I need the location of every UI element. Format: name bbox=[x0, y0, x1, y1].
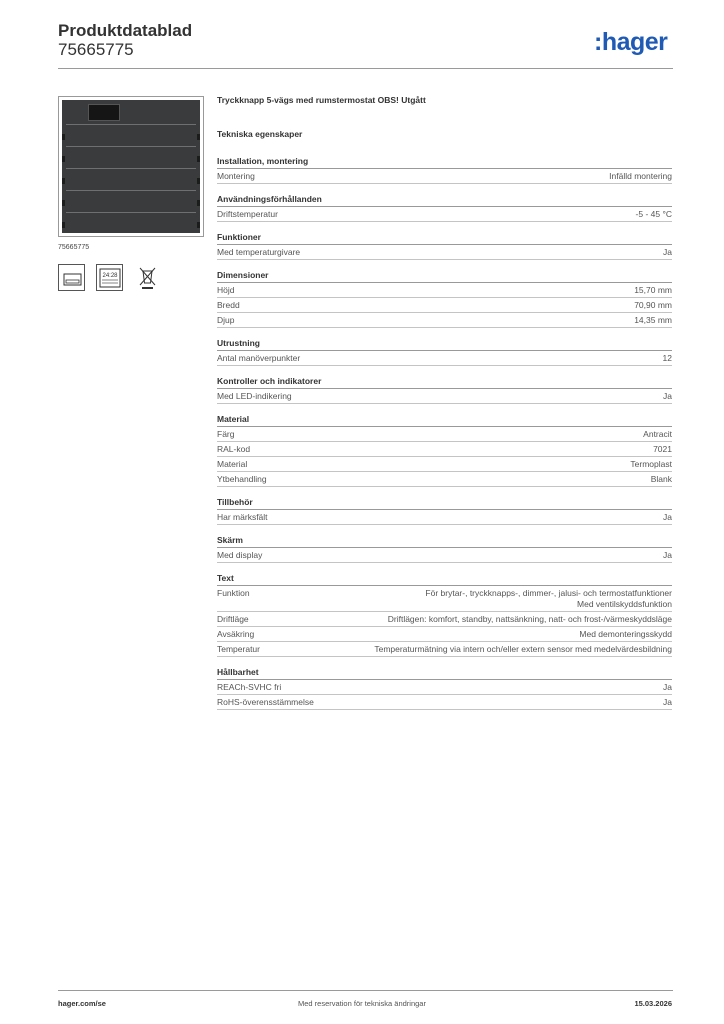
product-number: 75665775 bbox=[58, 40, 134, 59]
spec-label: Med LED-indikering bbox=[217, 391, 292, 401]
spec-row bbox=[217, 207, 672, 222]
spec-label: Montering bbox=[217, 171, 255, 181]
rocker-divider bbox=[66, 146, 196, 147]
spec-row bbox=[217, 586, 672, 612]
spec-label: Ytbehandling bbox=[217, 474, 267, 484]
footer-date: 15.03.2026 bbox=[634, 999, 672, 1008]
spec-value bbox=[250, 588, 672, 610]
device-display bbox=[88, 104, 120, 121]
footer-website-link[interactable]: hager.com/se bbox=[58, 999, 106, 1008]
spec-section bbox=[217, 375, 672, 404]
spec-value bbox=[255, 171, 672, 182]
spec-label: Bredd bbox=[217, 300, 240, 310]
spec-label: Höjd bbox=[217, 285, 235, 295]
spec-value bbox=[234, 429, 672, 440]
doc-title-heading: Produktdatablad bbox=[58, 21, 193, 40]
product-title: Tryckknapp 5-vägs med rumstermostat OBS! Utgått bbox=[217, 95, 426, 105]
display-device-icon bbox=[58, 264, 85, 291]
spec-label: Färg bbox=[217, 429, 235, 439]
rocker-notch bbox=[62, 134, 65, 140]
photo-caption: 75665775 bbox=[58, 244, 90, 251]
spec-row bbox=[217, 283, 672, 298]
spec-label: Antal manöverpunkter bbox=[217, 353, 301, 363]
spec-label: Har märksfält bbox=[217, 512, 268, 522]
spec-row bbox=[217, 351, 672, 366]
spec-label: Djup bbox=[217, 315, 235, 325]
spec-value bbox=[267, 474, 672, 485]
icon-readout: 24:28 bbox=[102, 273, 118, 279]
spec-section bbox=[217, 231, 672, 260]
spec-value-line: För brytar-, tryckknapps-, dimmer-, jalusi- och termostatfunktioner bbox=[425, 588, 672, 598]
spec-value-line: Ja bbox=[663, 247, 672, 257]
spec-label: Driftstemperatur bbox=[217, 209, 278, 219]
spec-value-line: Ja bbox=[663, 391, 672, 401]
spec-value-line: Ja bbox=[663, 550, 672, 560]
spec-value-line: 70,90 mm bbox=[634, 300, 672, 310]
spec-section bbox=[217, 155, 672, 184]
rocker-notch bbox=[197, 156, 200, 162]
rocker-divider bbox=[66, 212, 196, 213]
spec-value-line: Ja bbox=[663, 512, 672, 522]
section-title: Dimensioner bbox=[217, 269, 672, 283]
section-title: Användningsförhållanden bbox=[217, 193, 672, 207]
spec-value-line: Infälld montering bbox=[609, 171, 672, 181]
spec-value bbox=[240, 300, 672, 311]
spec-section bbox=[217, 337, 672, 366]
spec-value bbox=[234, 285, 672, 296]
spec-label: Driftläge bbox=[217, 614, 249, 624]
spec-label: RAL-kod bbox=[217, 444, 251, 454]
product-photo bbox=[58, 96, 204, 237]
section-title: Text bbox=[217, 572, 672, 586]
spec-section bbox=[217, 572, 672, 657]
section-title: Kontroller och indikatorer bbox=[217, 375, 672, 389]
spec-section bbox=[217, 496, 672, 525]
weee-bin-icon bbox=[134, 264, 161, 291]
spec-value bbox=[268, 512, 672, 523]
rocker-divider bbox=[66, 190, 196, 191]
section-title: Skärm bbox=[217, 534, 672, 548]
rocker-divider bbox=[66, 124, 196, 125]
spec-label: Med temperaturgivare bbox=[217, 247, 301, 257]
spec-value bbox=[260, 644, 672, 655]
spec-value-line: Temperaturmätning via intern och/eller extern sensor med medelvärdesbildning bbox=[374, 644, 672, 654]
section-title: Tillbehör bbox=[217, 496, 672, 510]
spec-value bbox=[249, 614, 672, 625]
spec-value-line: 14,35 mm bbox=[634, 315, 672, 325]
spec-row bbox=[217, 313, 672, 328]
spec-value-line: Driftlägen: komfort, standby, nattsänkning, natt- och frost-/värmeskyddsläge bbox=[387, 614, 672, 624]
spec-value-line: 7021 bbox=[653, 444, 672, 454]
spec-value bbox=[281, 682, 672, 693]
rocker-notch bbox=[197, 222, 200, 228]
display-device-icon bbox=[96, 264, 123, 291]
rocker-notch bbox=[62, 222, 65, 228]
section-title: Material bbox=[217, 413, 672, 427]
spec-section bbox=[217, 666, 672, 710]
specs-subtitle: Tekniska egenskaper bbox=[217, 129, 303, 139]
rocker-notch bbox=[197, 134, 200, 140]
spec-row bbox=[217, 245, 672, 260]
spec-section bbox=[217, 269, 672, 328]
spec-row bbox=[217, 548, 672, 563]
spec-row bbox=[217, 389, 672, 404]
spec-value bbox=[262, 550, 672, 561]
spec-value-line: 15,70 mm bbox=[634, 285, 672, 295]
spec-value-line: Med demonteringsskydd bbox=[579, 629, 672, 639]
spec-label: REACh-SVHC fri bbox=[217, 682, 282, 692]
spec-row bbox=[217, 427, 672, 442]
spec-label: Temperatur bbox=[217, 644, 260, 654]
spec-value-line: Med ventilskyddsfunktion bbox=[577, 599, 672, 609]
section-title: Funktioner bbox=[217, 231, 672, 245]
header-divider bbox=[58, 68, 673, 69]
spec-value bbox=[250, 444, 672, 455]
spec-sections bbox=[217, 155, 672, 719]
section-title: Installation, montering bbox=[217, 155, 672, 169]
rocker-notch bbox=[197, 178, 200, 184]
spec-value bbox=[247, 459, 672, 470]
spec-row bbox=[217, 695, 672, 710]
spec-value-line: -5 - 45 °C bbox=[635, 209, 672, 219]
spec-row bbox=[217, 472, 672, 487]
spec-row bbox=[217, 169, 672, 184]
footer-divider bbox=[58, 990, 673, 991]
spec-value bbox=[300, 353, 672, 364]
spec-row bbox=[217, 298, 672, 313]
spec-section bbox=[217, 534, 672, 563]
spec-value-line: Termoplast bbox=[630, 459, 672, 469]
spec-value-line: 12 bbox=[662, 353, 672, 363]
spec-value bbox=[278, 209, 672, 220]
section-title: Hållbarhet bbox=[217, 666, 672, 680]
rocker-notch bbox=[62, 156, 65, 162]
spec-label: Material bbox=[217, 459, 248, 469]
spec-value bbox=[254, 629, 672, 640]
spec-section bbox=[217, 413, 672, 487]
spec-label: Funktion bbox=[217, 588, 250, 598]
spec-value-line: Ja bbox=[663, 682, 672, 692]
spec-row bbox=[217, 612, 672, 627]
hager-logo[interactable]: :hager bbox=[594, 28, 668, 56]
spec-label: Avsäkring bbox=[217, 629, 255, 639]
spec-row bbox=[217, 680, 672, 695]
spec-row bbox=[217, 627, 672, 642]
spec-value-line: Ja bbox=[663, 697, 672, 707]
rocker-notch bbox=[62, 178, 65, 184]
spec-value bbox=[314, 697, 672, 708]
spec-row bbox=[217, 442, 672, 457]
device-body bbox=[62, 100, 200, 233]
section-title: Utrustning bbox=[217, 337, 672, 351]
spec-row bbox=[217, 457, 672, 472]
spec-label: Med display bbox=[217, 550, 263, 560]
rocker-divider bbox=[66, 168, 196, 169]
rocker-notch bbox=[197, 200, 200, 206]
rocker-notch bbox=[62, 200, 65, 206]
spec-value-line: Blank bbox=[650, 474, 672, 484]
spec-label: RoHS-överensstämmelse bbox=[217, 697, 314, 707]
spec-section bbox=[217, 193, 672, 222]
footer-disclaimer: Med reservation för tekniska ändringar bbox=[298, 999, 426, 1008]
spec-row bbox=[217, 510, 672, 525]
spec-value bbox=[300, 247, 672, 258]
spec-row bbox=[217, 642, 672, 657]
spec-value bbox=[234, 315, 672, 326]
spec-value bbox=[292, 391, 672, 402]
spec-value-line: Antracit bbox=[643, 429, 672, 439]
